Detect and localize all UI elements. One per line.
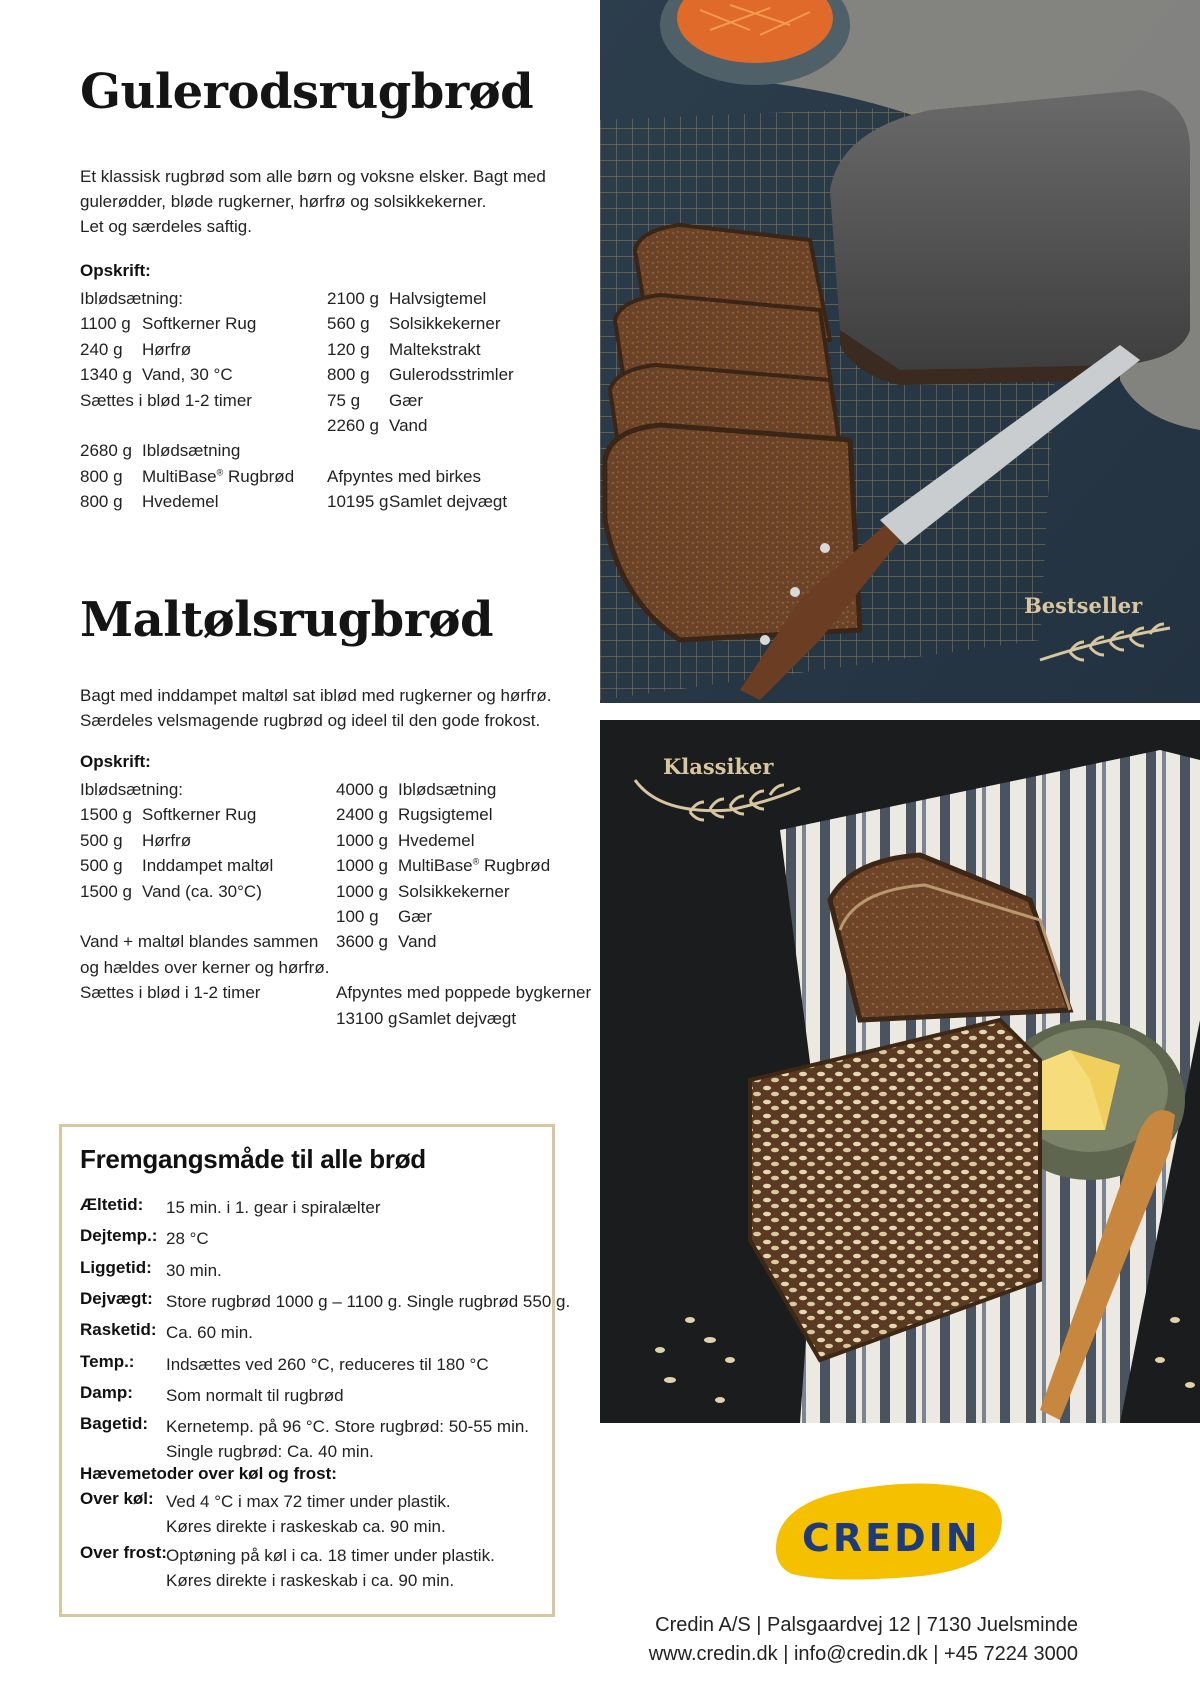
ingredient-amount: 4000 g	[336, 780, 388, 799]
recipe-title: Maltølsrugbrød	[80, 592, 494, 648]
procedure-key: Bagetid:	[80, 1414, 148, 1434]
procedure-key: Dejvægt:	[80, 1288, 153, 1308]
procedure-value: 30 min.	[166, 1260, 222, 1280]
ingredient-amount: 1100 g	[80, 314, 131, 334]
ingredient-row	[327, 362, 514, 387]
procedure-value: 28 °C	[166, 1229, 209, 1249]
footer-contact: www.credin.dk | info@credin.dk | +45 7224 3000	[648, 1643, 1078, 1665]
ingredient-row	[336, 828, 591, 853]
ingredient-row	[336, 904, 591, 929]
ingredient-amount: 1000 g	[336, 881, 388, 901]
ingredient-row	[80, 879, 329, 904]
ingredient-row	[336, 1006, 591, 1031]
ingredient-row	[336, 802, 591, 827]
ingredient-item: Hvedemel	[398, 830, 475, 850]
ingredient-row	[336, 777, 591, 802]
ingredient-item: MultiBase® Rugbrød	[398, 856, 551, 876]
ingredient-row	[80, 929, 329, 954]
intro-line: Let og særdeles saftig.	[80, 217, 252, 236]
intro-line: gulerødder, bløde rugkerner, hørfrø og solsikkekerner.	[80, 192, 487, 211]
procedure-value: Store rugbrød 1000 g – 1100 g. Single rugbrød 550 g.	[166, 1291, 571, 1311]
recipe-intro	[80, 683, 580, 733]
ingredient-row	[80, 438, 294, 463]
ingredient-item: Iblødsætning	[142, 441, 241, 461]
photo-gulerodsrugbrod	[600, 0, 1200, 703]
ingredient-amount: 1000 g	[336, 830, 388, 850]
photo-maltolsrugbrod	[600, 720, 1200, 1423]
ingredient-item: Vand	[398, 932, 437, 952]
procedure-key: Æltetid:	[80, 1195, 144, 1214]
ingredient-columns	[80, 286, 580, 516]
ingredient-amount: 1340 g	[80, 365, 132, 385]
ingredient-row	[80, 980, 329, 1005]
ingredient-item: Vand + maltøl blandes sammen	[80, 932, 319, 952]
ingredient-row	[336, 929, 591, 954]
badge-klassiker: Klassiker	[663, 754, 774, 779]
ingredient-amount: 100 g	[336, 906, 379, 926]
ingredient-row	[80, 828, 329, 853]
ingredient-item: Hørfrø	[142, 339, 192, 359]
recipe-intro	[80, 164, 580, 239]
procedure-key: Over frost:	[80, 1542, 167, 1562]
ingredient-row	[336, 955, 591, 980]
ingredient-item: Gær	[398, 906, 432, 926]
ingredient-row	[336, 879, 591, 904]
ingredient-item: Halvsigtemel	[389, 289, 487, 308]
ingredient-amount: 500 g	[80, 856, 123, 876]
ingredient-amount: 75 g	[327, 390, 361, 410]
ingredients-left	[80, 286, 294, 515]
ingredient-row	[80, 362, 294, 387]
procedure-box	[59, 1124, 571, 1617]
procedure-key: Temp.:	[80, 1351, 135, 1371]
ingredient-row	[80, 388, 294, 413]
procedure-value: Optøning på køl i ca. 18 timer under plastik. Køres direkte i raskeskab i ca. 90 min.	[166, 1545, 495, 1590]
ingredient-row	[80, 337, 294, 362]
procedure-value: Kernetemp. på 96 °C. Store rugbrød: 50-55 min. Single rugbrød: Ca. 40 min.	[166, 1417, 530, 1462]
ingredient-amount: 240 g	[80, 339, 123, 359]
ingredient-row	[327, 413, 514, 438]
ingredient-row	[336, 980, 591, 1005]
ingredient-item: MultiBase® Rugbrød	[142, 466, 295, 486]
ingredient-amount: 120 g	[327, 339, 370, 359]
ingredient-item: Maltekstrakt	[389, 339, 481, 359]
ingredient-row	[327, 311, 514, 336]
ingredient-item: Sættes i blød i 1-2 timer	[80, 983, 261, 1003]
ingredient-item: Rugsigtemel	[398, 805, 493, 825]
ingredient-item: Solsikkekerner	[398, 881, 510, 901]
ingredient-row	[80, 311, 294, 336]
opskrift-label: Opskrift:	[80, 261, 151, 280]
intro-line: Et klassisk rugbrød som alle børn og voksne elsker. Bagt med	[80, 167, 546, 186]
ingredient-item: Hvedemel	[142, 492, 219, 512]
logo-text: CREDIN	[802, 1516, 981, 1560]
ingredient-amount: 560 g	[327, 314, 370, 334]
ingredient-item: og hældes over kerner og hørfrø.	[80, 957, 330, 977]
ingredient-item: Softkerner Rug	[142, 805, 257, 825]
ingredient-item: Afpyntes med poppede bygkerner	[336, 983, 592, 1003]
ingredient-row	[327, 464, 514, 489]
ingredient-amount: 2260 g	[327, 415, 379, 435]
storage-heading: Hævemetoder over køl og frost:	[80, 1464, 337, 1484]
procedure-key: Rasketid:	[80, 1320, 157, 1340]
ingredient-row	[327, 489, 514, 514]
procedure-value: Som normalt til rugbrød	[166, 1385, 344, 1405]
ingredient-row	[80, 413, 294, 438]
ingredient-row	[327, 438, 514, 463]
ingredient-amount: 3600 g	[336, 932, 388, 952]
recipe-gulerodsrugbrod	[80, 64, 580, 516]
ingredient-item: Iblødsætning:	[80, 289, 183, 308]
recipe-title: Gulerodsrugbrød	[80, 64, 534, 120]
ingredient-amount: 13100 g	[336, 1008, 398, 1028]
ingredient-item: Gulerodsstrimler	[389, 365, 514, 385]
ingredient-item: Softkerner Rug	[142, 314, 257, 334]
ingredient-amount: 2400 g	[336, 805, 388, 825]
recipe-maltolsrugbrod	[80, 592, 592, 1037]
procedure-key: Damp:	[80, 1382, 133, 1402]
ingredient-amount: 800 g	[80, 492, 123, 512]
ingredient-item: Inddampet maltøl	[142, 856, 274, 876]
ingredient-row	[327, 337, 514, 362]
ingredient-row	[336, 853, 591, 878]
procedure-key: Dejtemp.:	[80, 1226, 158, 1246]
procedure-value: Ved 4 °C i max 72 timer under plastik. Køres direkte i raskeskab ca. 90 min.	[166, 1492, 451, 1537]
ingredient-row	[80, 853, 329, 878]
ingredient-item: Sættes i blød 1-2 timer	[80, 390, 252, 410]
ingredients-right	[336, 777, 591, 1031]
procedure-key: Liggetid:	[80, 1257, 152, 1277]
ingredient-row	[80, 904, 329, 929]
procedure-key: Over køl:	[80, 1489, 154, 1509]
procedure-value: 15 min. i 1. gear i spiralælter	[166, 1198, 381, 1217]
opskrift-label: Opskrift:	[80, 752, 151, 771]
ingredient-row	[80, 464, 294, 489]
badge-bestseller: Bestseller	[1024, 593, 1143, 618]
ingredient-amount: 10195 g	[327, 492, 389, 512]
ingredient-row	[80, 489, 294, 514]
ingredient-amount: 500 g	[80, 830, 123, 850]
ingredient-item: Vand (ca. 30°C)	[142, 881, 262, 901]
procedure-title: Fremgangsmåde til alle brød	[80, 1144, 426, 1174]
ingredient-columns	[80, 777, 592, 1037]
ingredient-row	[80, 777, 329, 802]
ingredient-item: Afpyntes med birkes	[327, 466, 482, 486]
ingredient-item: Vand, 30 °C	[142, 365, 233, 385]
ingredient-amount: 800 g	[327, 365, 370, 385]
ingredient-amount: 1500 g	[80, 805, 132, 825]
ingredient-item: Hørfrø	[142, 830, 192, 850]
footer-address: Credin A/S | Palsgaardvej 12 | 7130 Juelsminde	[655, 1614, 1078, 1636]
intro-line: Særdeles velsmagende rugbrød og ideel til den gode frokost.	[80, 711, 541, 730]
procedure-value: Indsættes ved 260 °C, reduceres til 180 °C	[166, 1354, 489, 1374]
ingredient-amount: 1500 g	[80, 881, 132, 901]
intro-line: Bagt med inddampet maltøl sat iblød med rugkerner og hørfrø.	[80, 686, 552, 705]
ingredient-amount: 2100 g	[327, 289, 379, 308]
procedure-value: Ca. 60 min.	[166, 1323, 253, 1343]
ingredient-item: Samlet dejvægt	[398, 1008, 517, 1028]
ingredient-row	[80, 955, 329, 980]
ingredient-row	[327, 388, 514, 413]
ingredient-item: Gær	[389, 390, 423, 410]
ingredient-amount: 800 g	[80, 466, 123, 486]
ingredient-item: Solsikkekerner	[389, 314, 501, 334]
ingredient-amount: 2680 g	[80, 441, 132, 461]
ingredient-amount: 1000 g	[336, 856, 388, 876]
ingredient-item: Iblødsætning	[398, 780, 497, 799]
ingredients-left	[80, 777, 329, 1006]
ingredient-row	[80, 286, 294, 311]
ingredient-row	[80, 802, 329, 827]
ingredient-item: Iblødsætning:	[80, 780, 183, 799]
ingredient-item: Vand	[389, 415, 428, 435]
ingredient-item: Samlet dejvægt	[389, 492, 508, 512]
ingredient-row	[327, 286, 514, 311]
ingredients-right	[327, 286, 514, 515]
